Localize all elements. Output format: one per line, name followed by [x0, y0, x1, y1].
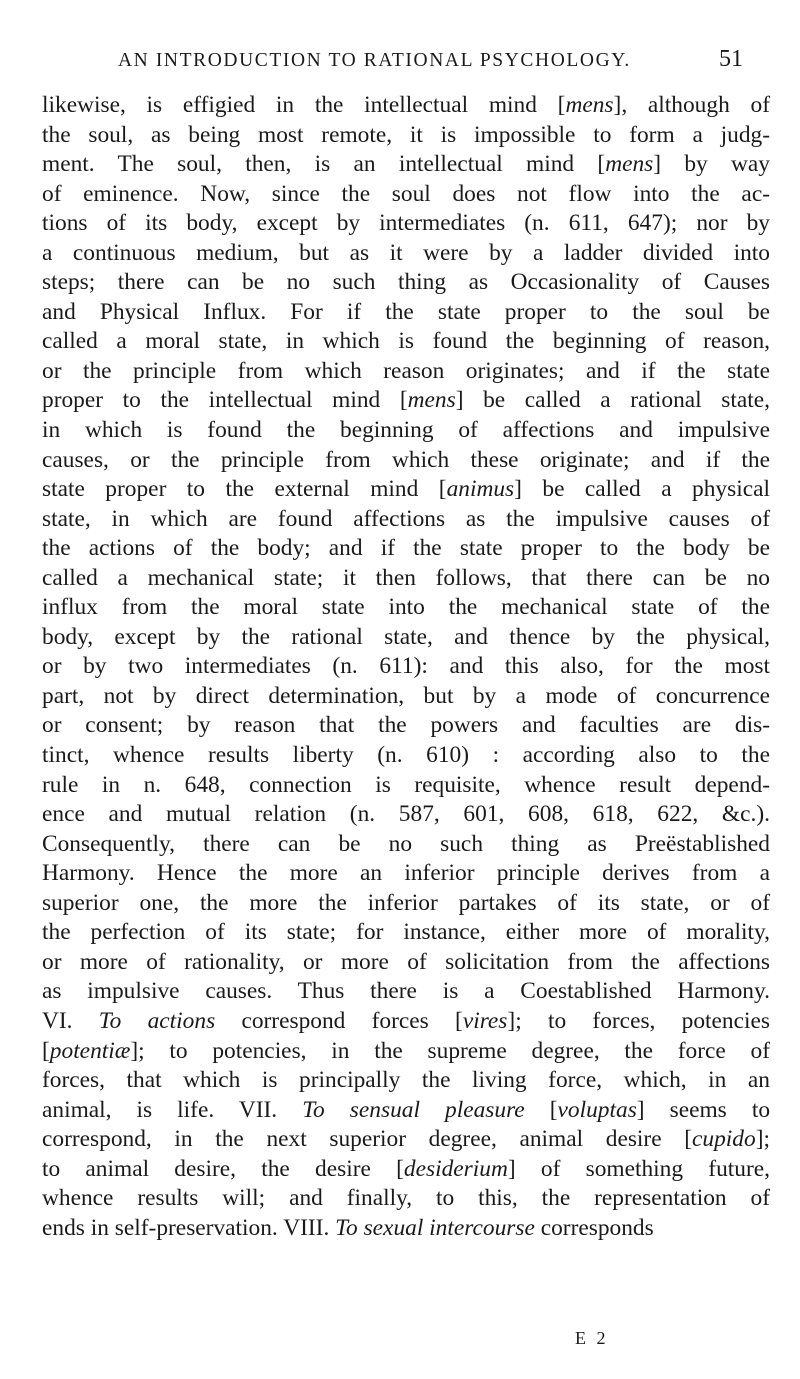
text-segment: [	[524, 1096, 558, 1123]
text-line	[42, 771, 770, 801]
text-line	[42, 1155, 770, 1185]
text-segment: or consent; by reason that the powers and faculties are dis-	[42, 712, 770, 739]
text-line	[42, 977, 770, 1007]
text-segment: or more of rationality, or more of solicitation from the affections	[42, 948, 770, 975]
text-line	[42, 1066, 770, 1096]
text-segment: state, in which are found affections as the impulsive causes of	[42, 505, 770, 532]
text-line	[42, 534, 770, 564]
text-segment: rule in n. 648, connection is requisite, whence result depend-	[42, 771, 770, 798]
signature-mark: E 2	[575, 1328, 609, 1348]
italic-term: mens	[565, 92, 614, 118]
text-line	[42, 1214, 770, 1244]
text-line	[42, 1125, 770, 1155]
text-line	[42, 121, 770, 151]
text-line	[42, 711, 770, 741]
text-segment: Harmony. Hence the more an inferior principle derives from a	[42, 860, 770, 887]
text-line	[42, 564, 770, 594]
text-segment: state proper to the external mind [	[42, 476, 447, 503]
italic-term: mens	[407, 387, 456, 414]
text-segment: called a moral state, in which is found the beginning of reason,	[42, 328, 770, 355]
text-segment: or by two intermediates (n. 611): and this also, for the most	[42, 653, 770, 680]
italic-term: To actions	[98, 1007, 216, 1034]
text-line	[42, 741, 770, 771]
text-segment: forces, that which is principally the living force, which, in an	[42, 1067, 770, 1094]
text-line	[42, 948, 770, 978]
text-segment: and Physical Influx. For if the state proper to the soul be	[42, 298, 770, 325]
text-segment: ] by way	[653, 151, 770, 178]
text-line	[42, 239, 770, 269]
text-segment: Consequently, there can be no such thing as Preëstablished	[42, 830, 770, 857]
text-segment: correspond forces [	[215, 1007, 463, 1034]
text-segment: of eminence. Now, since the soul does not flow into the ac-	[42, 180, 770, 207]
text-segment: proper to the intellectual mind [	[42, 387, 408, 414]
text-line	[42, 1037, 770, 1067]
text-line	[42, 416, 770, 446]
text-line	[42, 623, 770, 653]
italic-term: cupido	[692, 1126, 756, 1153]
text-segment: ], although of	[613, 92, 770, 118]
italic-term: voluptas	[557, 1096, 637, 1123]
text-line	[42, 830, 770, 860]
text-line	[42, 800, 770, 830]
italic-term: mens	[605, 151, 654, 178]
text-line	[42, 1096, 770, 1126]
text-line	[42, 386, 770, 416]
text-segment: likewise, is effigied in the intellectual mind [	[42, 92, 566, 118]
text-line	[42, 91, 770, 121]
italic-term: vires	[462, 1007, 508, 1034]
text-segment: the soul, as being most remote, it is impossible to form a judg-	[42, 121, 770, 148]
text-segment: a continuous medium, but as it were by a ladder divided into	[42, 239, 770, 266]
text-segment: ];	[755, 1126, 770, 1153]
text-segment: to animal desire, the desire [	[42, 1155, 404, 1182]
text-segment: part, not by direct determination, but by a mode of concurrence	[42, 682, 770, 709]
text-line	[42, 327, 770, 357]
italic-term: To sensual pleasure	[302, 1096, 525, 1123]
text-segment: ends in self-preservation. VIII.	[42, 1214, 336, 1241]
text-line	[42, 475, 770, 505]
text-segment: ] be called a physical	[514, 476, 770, 503]
text-segment: influx from the moral state into the mechanical state of the	[42, 594, 770, 621]
text-segment: body, except by the rational state, and thence by the physical,	[42, 623, 770, 650]
text-segment: the actions of the body; and if the state proper to the body be	[42, 535, 770, 562]
italic-term: animus	[446, 476, 515, 503]
text-segment: or the principle from which reason originates; and if the state	[42, 357, 770, 384]
italic-term: potentiæ	[49, 1037, 131, 1064]
text-segment: ] seems to	[636, 1096, 771, 1123]
text-segment: VI.	[42, 1007, 99, 1034]
text-segment: ment. The soul, then, is an intellectual mind [	[42, 151, 606, 178]
text-segment: ]; to forces, potencies	[507, 1007, 770, 1034]
text-line	[42, 150, 770, 180]
text-line	[42, 1007, 770, 1037]
text-line	[42, 652, 770, 682]
text-segment: tions of its body, except by intermediates (n. 611, 647); nor by	[42, 210, 770, 237]
text-line	[42, 268, 770, 298]
body-text	[42, 91, 770, 1243]
text-line	[42, 505, 770, 535]
text-segment: causes, or the principle from which these originate; and if the	[42, 446, 770, 473]
text-segment: corresponds	[534, 1214, 654, 1241]
text-segment: whence results will; and finally, to this, the representation of	[42, 1185, 770, 1212]
text-line	[42, 446, 770, 476]
text-line	[42, 180, 770, 210]
text-segment: ] of something future,	[507, 1155, 770, 1182]
text-segment: correspond, in the next superior degree, animal desire [	[42, 1126, 693, 1153]
italic-term: desiderium	[403, 1155, 508, 1182]
text-segment: animal, is life. VII.	[42, 1096, 303, 1123]
text-line	[42, 209, 770, 239]
text-line	[42, 1184, 770, 1214]
text-segment: ]; to potencies, in the supreme degree, the force of	[130, 1037, 770, 1064]
text-line	[42, 889, 770, 919]
text-segment: tinct, whence results liberty (n. 610) : according also to the	[42, 742, 770, 769]
text-line	[42, 357, 770, 387]
text-segment: called a mechanical state; it then follows, that there can be no	[42, 564, 770, 591]
page-number: 51	[719, 46, 743, 72]
text-segment: steps; there can be no such thing as Occasionality of Causes	[42, 269, 770, 296]
text-segment: [	[42, 1037, 50, 1064]
text-line	[42, 918, 770, 948]
running-head: AN INTRODUCTION TO RATIONAL PSYCHOLOGY.	[118, 50, 631, 71]
text-segment: ence and mutual relation (n. 587, 601, 608, 618, 622, &c.).	[42, 801, 770, 828]
text-line	[42, 859, 770, 889]
text-segment: superior one, the more the inferior partakes of its state, or of	[42, 889, 770, 916]
text-segment: as impulsive causes. Thus there is a Coestablished Harmony.	[42, 978, 770, 1005]
italic-term: To sexual intercourse	[335, 1214, 535, 1241]
text-segment: ] be called a rational state,	[455, 387, 770, 414]
text-segment: in which is found the beginning of affections and impulsive	[42, 417, 770, 444]
text-line	[42, 298, 770, 328]
text-segment: the perfection of its state; for instance, either more of morality,	[42, 919, 770, 946]
text-line	[42, 593, 770, 623]
text-line	[42, 682, 770, 712]
